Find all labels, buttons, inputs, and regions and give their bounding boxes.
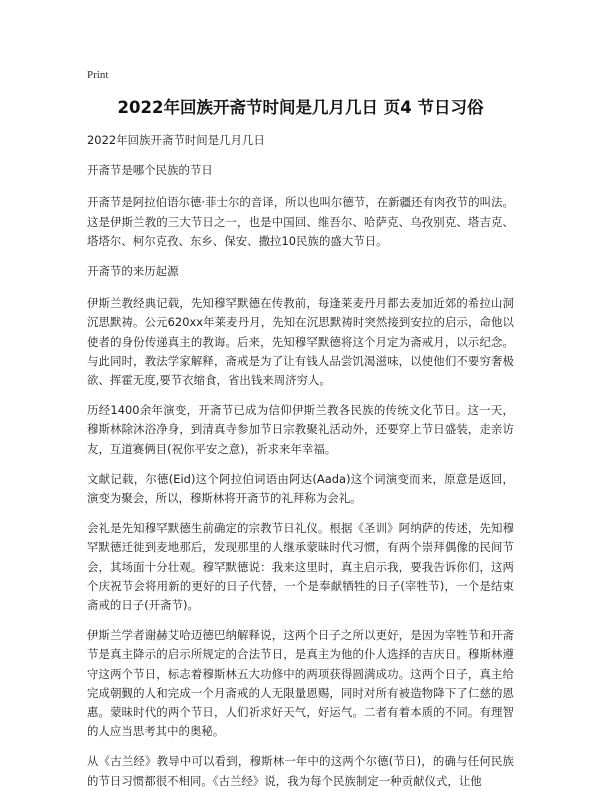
print-link[interactable]: Print xyxy=(87,69,109,81)
paragraph-evolution: 历经1400余年演变，开斋节已成为信仰伊斯兰教各民族的传统文化节日。这一天，穆斯林除沐浴净身，到清真寺参加节日宗教聚礼活动外，还要穿上节日盛装，走亲访友，互道赛俩目(祝你平安之意)，祈求来年幸福。 xyxy=(87,403,514,456)
paragraph-subtitle: 2022年回族开斋节时间是几月几日 xyxy=(87,133,265,147)
paragraph-quran-teaching: 从《古兰经》教导中可以看到，穆斯林一年中的这两个尔德(节日)，的确与任何民族的节日习惯都很不相同。《古兰经》说，我为每个民族制定一种贡献仪式，让他 xyxy=(87,754,514,788)
page-title: 2022年回族开斋节时间是几月几日 页4 节日习俗 xyxy=(117,98,484,117)
section-heading-origin: 开斋节的来历起源 xyxy=(87,264,179,279)
paragraph-congregation-ritual: 会礼是先知穆罕默德生前确定的宗教节日礼仪。根据《圣训》阿纳萨的传述，先知穆罕默德迁徙到麦地那后，发现那里的人继承蒙昧时代习惯，有两个崇拜偶像的民间节会，其场面十分壮观。穆罕默德说：我来这里时，真主启示我，要我告诉你们，这两个庆祝节会将用新的更好的日子代替，一个是奉献牺牲的日子(宰牲节)，一个是结束斋戒的日子(开斋节)。 xyxy=(87,521,514,613)
paragraph-scholar-explanation: 伊斯兰学者谢赫艾哈迈德巴纳解释说，这两个日子之所以更好，是因为宰牲节和开斋节是真主降示的启示所规定的合法节日，是真主为他的仆人选择的吉庆日。穆斯林遵守这两个节日，标志着穆斯林五大功修中的两项获得圆满成功。这两个日子，真主给完成朝觐的人和完成一个月斋戒的人无限量恩赐，同时对所有被造物降下了仁慈的恩惠。蒙昧时代的两个节日，人们祈求好天气，好运气。二者有着本质的不同。有理智的人应当思考其中的奥秘。 xyxy=(87,628,514,739)
paragraph-festival-intro: 开斋节是阿拉伯语尔德·菲士尔的音译，所以也叫尔德节，在新疆还有肉孜节的叫法。这是伊斯兰教的三大节日之一，也是中国回、维吾尔、哈萨克、乌孜别克、塔吉克、塔塔尔、柯尔克孜、东乡、保安、撒拉10民族的盛大节日。 xyxy=(87,195,514,248)
paragraph-scripture-record: 伊斯兰教经典记载，先知穆罕默德在传教前，每逢莱麦丹月都去麦加近郊的希拉山洞沉思默祷。公元620xx年莱麦丹月，先知在沉思默祷时突然接到安拉的启示，命他以使者的身份传递真主的教诲。后来，先知穆罕默德将这个月定为斋戒月，以示纪念。与此同时，教法学家解释，斋戒是为了让有钱人品尝饥渴滋味，以使他们不要穷奢极欲、挥霍无度,要节衣缩食，省出钱来周济穷人。 xyxy=(87,296,514,388)
section-heading-which-ethnic-group: 开斋节是哪个民族的节日 xyxy=(87,163,213,178)
paragraph-etymology: 文献记载，尔德(Eid)这个阿拉伯词语由阿达(Aada)这个词演变而来，原意是返回，演变为聚会，所以，穆斯林将开斋节的礼拜称为会礼。 xyxy=(87,471,514,506)
